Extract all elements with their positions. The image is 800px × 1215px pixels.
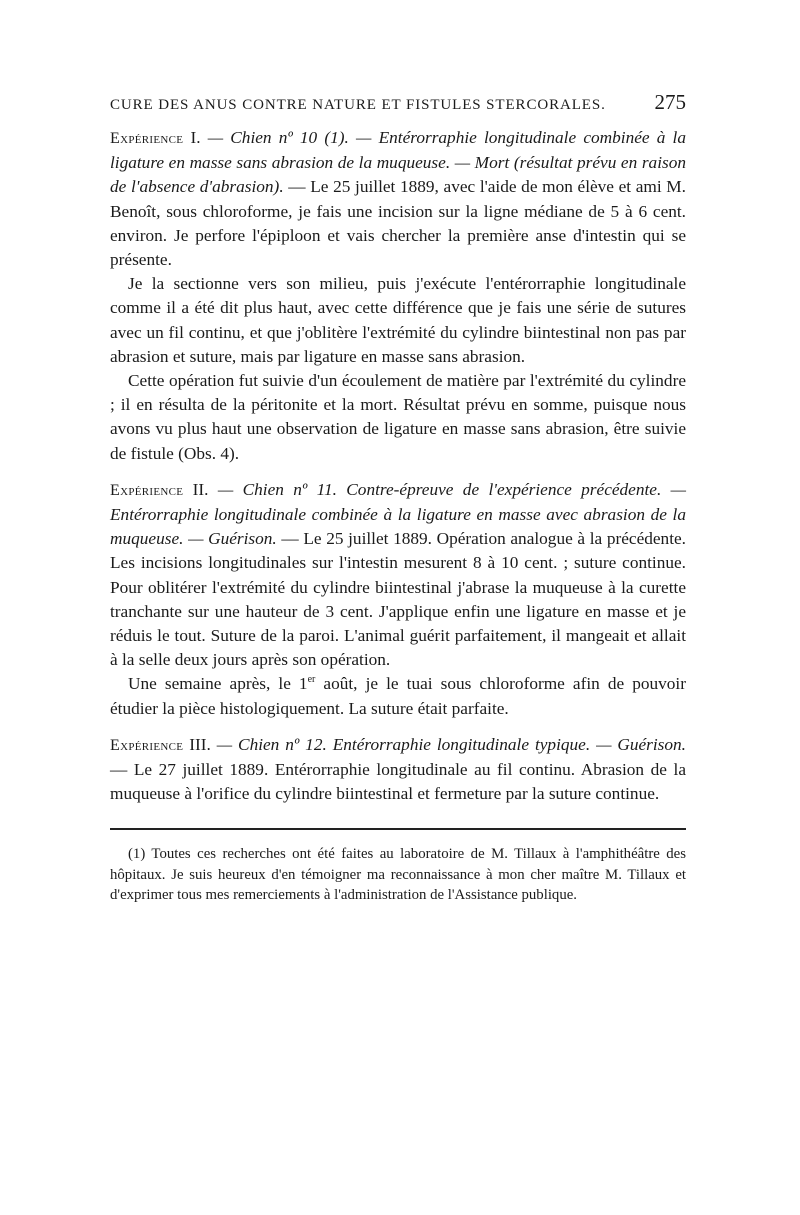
experience-3-heading-paragraph bbox=[110, 733, 686, 807]
page-number: 275 bbox=[654, 90, 686, 114]
experience-number: II. bbox=[192, 479, 209, 499]
book-page bbox=[110, 90, 686, 921]
experience-title: — Chien nº 11. Contre-épreuve de l'expérience précédente. — Entérorraphie longitudinale combinée à la ligature en masse avec abrasion de la muqueuse. — Guérison. bbox=[110, 479, 687, 549]
experience-label: Expérience bbox=[110, 736, 184, 754]
paragraph-text: — Le 27 juillet 1889. Entérorraphie longitudinale au fil continu. Abrasion de la muqueuse à l'orifice du cylindre biintestinal et fermeture par la suture continue. bbox=[110, 760, 686, 804]
paragraph-text: — Le 25 juillet 1889. Opération analogue à la précédente. Les incisions longitudinales sur l'intestin mesurent 8 à 10 cent. ; suture continue. Pour oblitérer l'extrémité du cylindre biintestinal j'abrase la muqueuse à la curette tranchante sur une hauteur de 3 cent. J'applique enfin une ligature en masse et je réduis le tout. Suture de la paroi. L'animal guérit parfaitement, il mangeait et allait à la selle deux jours après son opération. bbox=[110, 529, 686, 670]
experience-number: I. bbox=[190, 128, 201, 147]
experience-label: Expérience bbox=[110, 481, 184, 499]
superscript: er bbox=[307, 674, 316, 686]
experience-title: — Chien nº 12. Entérorraphie longitudinale typique. — Guérison. bbox=[216, 734, 687, 754]
experience-number: III. bbox=[189, 734, 211, 754]
experience-2-heading-paragraph bbox=[110, 478, 686, 673]
paragraph-text: Une semaine après, le 1 bbox=[128, 674, 308, 694]
experience-title: — Chien nº 10 (1). — Entérorraphie longitudinale combinée à la ligature en masse sans abrasion de la muqueuse. — Mort (résultat prévu en raison de l'absence d'abrasion). bbox=[110, 128, 686, 197]
paragraph bbox=[110, 672, 686, 720]
paragraph-text: août, je le tuai sous chloroforme afin de pouvoir étudier la pièce histologiquement. La suture était parfaite. bbox=[110, 674, 686, 718]
paragraph: Cette opération fut suivie d'un écoulement de matière par l'extrémité du cylindre ; il en résulta de la péritonite et la mort. Résultat prévu en somme, puisque nous avons vu plus haut une observation de ligature en masse sans abrasion, être suivie de fistule (Obs. 4). bbox=[110, 371, 686, 463]
paragraph-text: — Le 25 juillet 1889, avec l'aide de mon élève et ami M. Benoît, sous chloroforme, je fais une incision sur la ligne médiane de 5 à 6 cent. environ. Je perfore l'épiploon et vais chercher la première anse d'intestin qui se présente. bbox=[110, 177, 686, 270]
body-text bbox=[110, 126, 686, 806]
paragraph: Je la sectionne vers son milieu, puis j'exécute l'entérorraphie longitudinale comme il a été dit plus haut, avec cette différence que je fais une série de sutures avec un fil continu, et que j'oblitère l'extrémité du cylindre biintestinal non pas par abrasion et suture, mais par ligature en masse sans abrasion. bbox=[110, 274, 686, 366]
experience-1-heading-paragraph bbox=[110, 126, 686, 272]
running-title: CURE DES ANUS CONTRE NATURE ET FISTULES STERCORALES. bbox=[110, 97, 606, 113]
footnote: (1) Toutes ces recherches ont été faites au laboratoire de M. Tillaux à l'amphithéâtre des hôpitaux. Je suis heureux d'en témoigner ma reconnaissance à mon cher maître M. Tillaux et d'exprimer tous mes remerciements à l'administration de l'Assistance publique. bbox=[110, 846, 686, 904]
page-header bbox=[110, 90, 686, 126]
experience-label: Expérience bbox=[110, 130, 184, 147]
footnote-divider bbox=[110, 828, 686, 830]
